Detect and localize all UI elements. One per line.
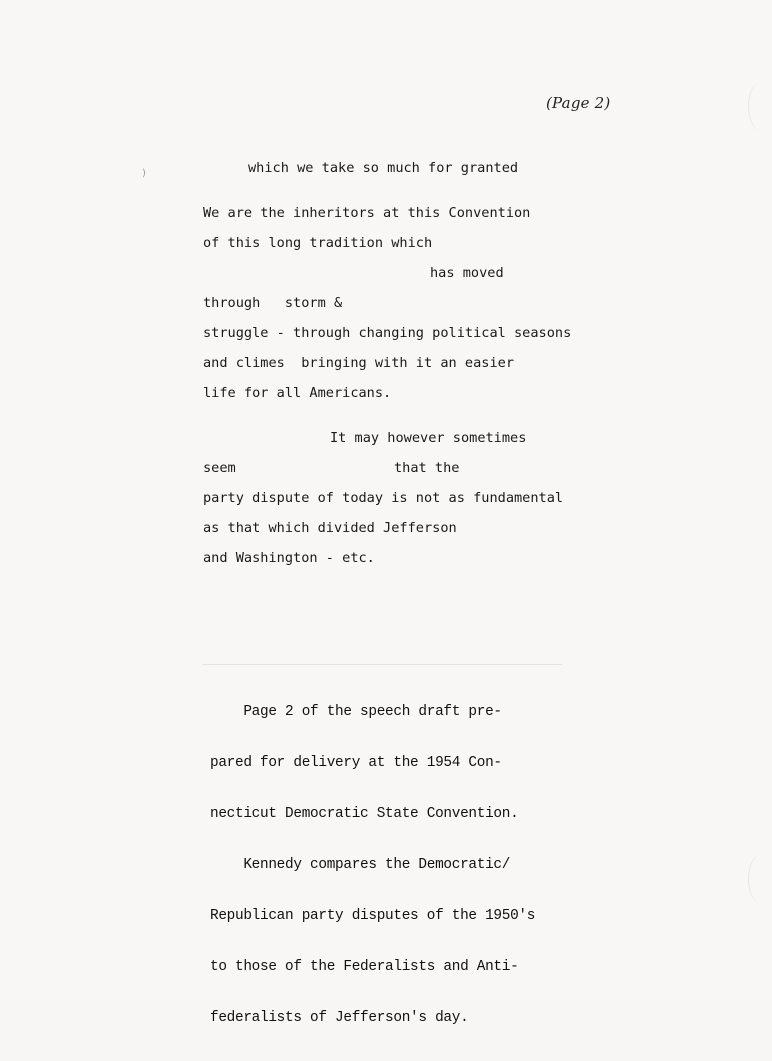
speech-line: and climes bringing with it an easier	[203, 355, 514, 371]
caption-line: necticut Democratic State Convention.	[210, 806, 519, 822]
caption-line: Page 2 of the speech draft pre-	[210, 704, 502, 720]
caption-line: pared for delivery at the 1954 Con-	[210, 755, 502, 771]
speech-line: struggle - through changing political seasons	[203, 325, 572, 341]
speech-line: has moved	[430, 265, 504, 281]
margin-mark: )	[142, 168, 146, 179]
caption-line: Republican party disputes of the 1950's	[210, 908, 536, 924]
archival-caption	[210, 670, 550, 1061]
caption-line: Kennedy compares the Democratic/	[210, 857, 511, 873]
speech-line: We are the inheritors at this Convention	[203, 205, 531, 221]
speech-line: seem	[203, 460, 236, 476]
speech-line: of this long tradition which	[203, 235, 433, 251]
speech-line: and Washington - etc.	[203, 550, 375, 566]
caption-divider	[202, 664, 562, 665]
speech-line: which we take so much for granted	[248, 160, 519, 176]
speech-line: It may however sometimes	[330, 430, 527, 446]
hole-punch-shadow	[748, 82, 772, 130]
speech-line: as that which divided Jefferson	[203, 520, 457, 536]
hole-punch-shadow	[748, 855, 772, 903]
speech-line: life for all Americans.	[203, 385, 392, 401]
caption-line: to those of the Federalists and Anti-	[210, 959, 519, 975]
speech-line: party dispute of today is not as fundamental	[203, 490, 564, 506]
handwritten-page-number: (Page 2)	[546, 94, 611, 112]
speech-line: through storm &	[203, 295, 343, 311]
speech-line: that the	[394, 460, 460, 476]
caption-line: federalists of Jefferson's day.	[210, 1010, 469, 1026]
